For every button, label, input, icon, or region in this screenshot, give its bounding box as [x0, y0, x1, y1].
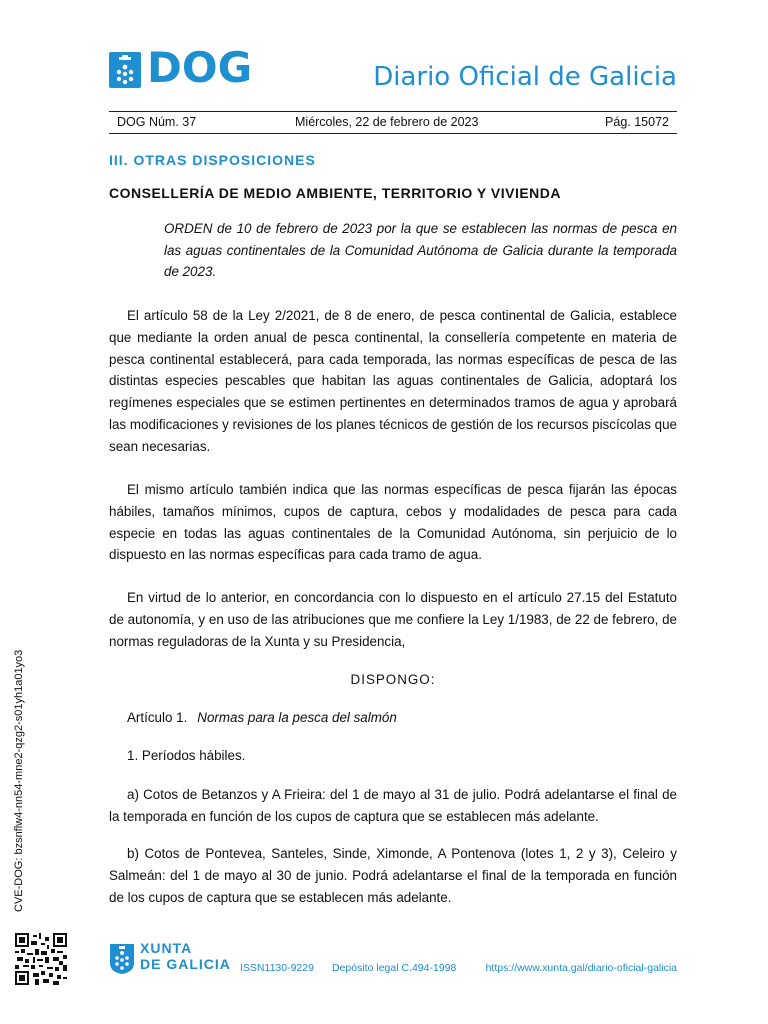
clause-a: a) Cotos de Betanzos y A Frieira: del 1 de mayo al 31 de julio. Podrá adelantarse el final de la temporada en función de los cupos de captura que se establecen más adelante. [109, 787, 677, 824]
body-paragraph: El mismo artículo también indica que las normas específicas de pesca fijarán las épocas hábiles, tamaños mínimos, cupos de captura, cebos y modalidades de pesca para cada especie en todas las aguas continentales de la Comunidad Autónoma, sin perjuicio de lo dispuesto en las normas específicas para cada tramo de agua. [109, 482, 677, 563]
cve-code-text: CVE-DOG: bzsnflw4-nn54-mne2-qzg2-s01yh1a01yo3 [13, 649, 25, 912]
xunta-line-1: XUNTA [140, 940, 193, 956]
clause-b: b) Cotos de Pontevea, Santeles, Sinde, Ximonde, A Pontenova (lotes 1, 2 y 3), Celeiro y Salmeán: del 1 de mayo al 30 de junio. Podrá adelantarse el final de la temporada en función de los cupos de captura que se establecen más adelante. [109, 846, 677, 905]
body-paragraph: El artículo 58 de la Ley 2/2021, de 8 de enero, de pesca continental de Galicia, establece que mediante la orden anual de pesca continental, la consellería competente en materia de pesca continental establecerá, para cada temporada, las normas específicas de pesca de las distintas especies pescables que habitan las aguas continentales de Galicia, adoptará los regímenes especiales que se estimen pertinentes en determinados tramos de agua y aprobará las modificaciones y revisiones de los planes técnicos de gestión de los recursos piscícolas que sean necesarias. [109, 308, 677, 454]
header-bottom-rule [109, 133, 677, 134]
dog-logo: DOG [147, 43, 253, 92]
issue-number: DOG Núm. 37 [117, 115, 197, 129]
masthead-title: Diario Oficial de Galicia [373, 62, 677, 92]
galicia-emblem-icon [109, 52, 141, 88]
subheading: 1. Períodos hábiles. [127, 748, 246, 763]
issue-date: Miércoles, 22 de febrero de 2023 [295, 115, 479, 129]
dispongo-heading: DISPONGO: [350, 672, 436, 687]
article-label: Artículo 1. [127, 710, 188, 725]
department-title: CONSELLERÍA DE MEDIO AMBIENTE, TERRITORIO Y VIVIENDA [109, 185, 562, 201]
footer-url-link[interactable]: https://www.xunta.gal/diario-oficial-galicia [485, 962, 677, 974]
page-number: Pág. 15072 [605, 115, 669, 129]
body-paragraph: En virtud de lo anterior, en concordancia con lo dispuesto en el artículo 27.15 del Estatuto de autonomía, y en uso de las atribuciones que me confiere la Ley 1/1983, de 22 de febrero, de normas reguladoras de la Xunta y su Presidencia, [109, 590, 677, 649]
xunta-emblem-icon [109, 941, 135, 975]
xunta-logo-text [140, 940, 231, 972]
footer-legal-deposit: Depósito legal C.494-1998 [332, 962, 457, 974]
article-heading [127, 708, 397, 728]
issue-bar [109, 112, 677, 133]
section-title: III. OTRAS DISPOSICIONES [109, 152, 316, 168]
footer-issn: ISSN1130-9229 [240, 962, 314, 974]
qr-code-icon[interactable] [15, 933, 67, 985]
xunta-line-2: DE GALICIA [140, 956, 231, 972]
article-title: Normas para la pesca del salmón [197, 710, 397, 725]
order-summary: ORDEN de 10 de febrero de 2023 por la que se establecen las normas de pesca en las aguas continentales de la Comunidad Autónoma de Galicia durante la temporada de 2023. [164, 221, 677, 279]
